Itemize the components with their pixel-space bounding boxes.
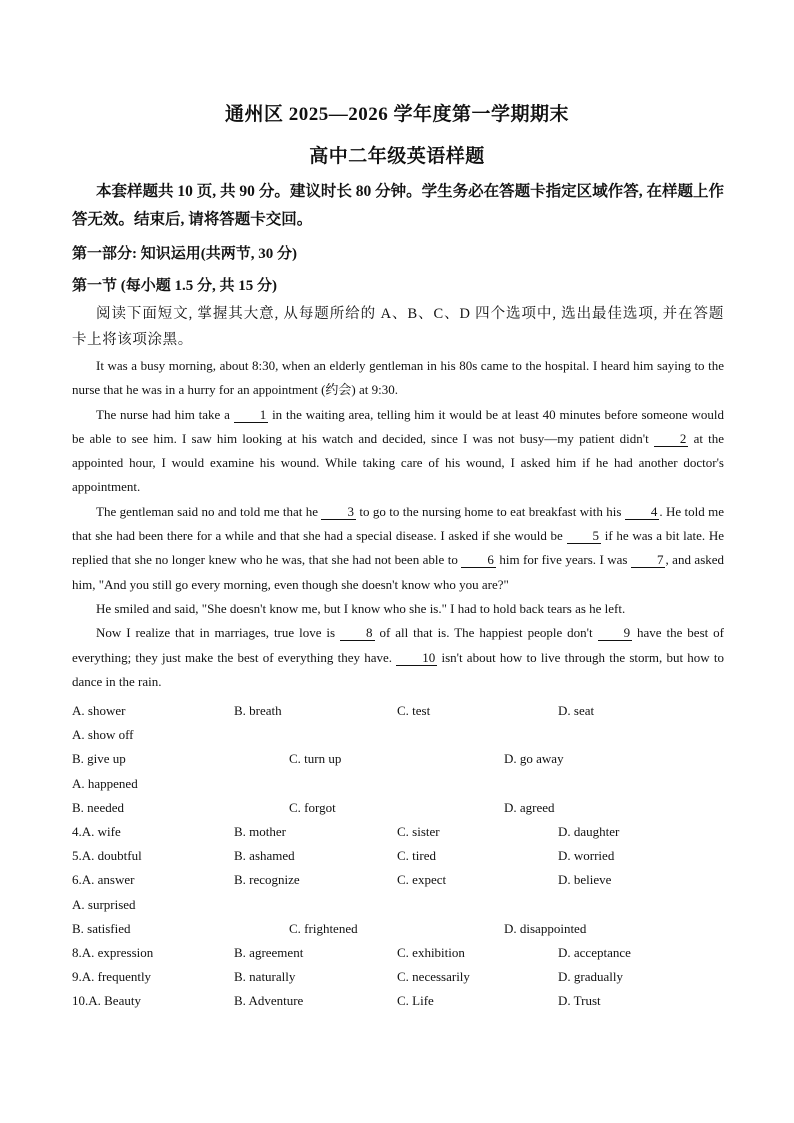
option: C. forgot [289, 799, 336, 815]
option: D. Trust [558, 993, 601, 1009]
option: B. needed [72, 799, 124, 815]
option: D. daughter [558, 823, 620, 839]
option: C. sister [397, 823, 440, 839]
option: C. Life [397, 993, 434, 1009]
blank-7: 7 [631, 553, 666, 568]
directions-text: 阅读下面短文, 掌握其大意, 从每题所给的 A、B、C、D 四个选项中, 选出最佳选项, 并在答题卡上将该项涂黑。 [72, 306, 724, 348]
option: 10.A. Beauty [72, 993, 141, 1009]
option: B. recognize [234, 872, 300, 888]
option: D. seat [558, 703, 595, 718]
blank-5: 5 [567, 529, 602, 544]
option: 4.A. wife [72, 823, 121, 839]
option-row-q6 [72, 868, 724, 892]
blank-4: 4 [625, 505, 660, 520]
passage-paragraph-2: The nurse had him take a 1 in the waiting area, telling him it would be at least 40 minutes before someone would be able to see him. I saw him looking at his watch and decided, since I was not busy—my patient didn't 2 at the appointed hour, I would examine his wound. While taking care of his wound, I asked him if he had another doctor's appointment. [72, 406, 725, 495]
option-row-q2a [72, 723, 724, 747]
option: D. gradually [558, 969, 623, 985]
blank-2: 2 [654, 432, 689, 447]
option: C. exhibition [397, 944, 465, 960]
blank-8: 8 [340, 626, 375, 641]
option-row-q7a [72, 893, 724, 917]
option: 9.A. frequently [72, 969, 152, 985]
option: 8.A. expression [72, 944, 154, 960]
option: C. tired [397, 848, 436, 864]
option: D. go away [504, 751, 564, 767]
part-heading: 第一部分: 知识运用(共两节, 30 分) [72, 246, 297, 262]
option: A. happened [72, 775, 138, 791]
option-row-q10 [72, 989, 724, 1013]
option: D. disappointed [504, 920, 587, 936]
blank-10: 10 [396, 651, 437, 666]
option: D. worried [558, 848, 615, 864]
option-row-q5 [72, 844, 724, 868]
option-row-q4 [72, 820, 724, 844]
option: C. necessarily [397, 969, 470, 985]
option: A. shower [72, 703, 126, 718]
option: B. mother [234, 823, 286, 839]
passage-paragraph-3: The gentleman said no and told me that he 3 to go to the nursing home to eat breakfast with his 4 . He told me that she had been there for a while and that she had a special disease. I asked if she would be 5 if he was a bit late. He replied that she no longer knew who he was, that she had not been able to 6 him for five years. I was 7 , and asked him, "And you still go every morning, even though she doesn't know who you are?" [72, 503, 725, 592]
option: B. agreement [234, 944, 304, 960]
option: C. frightened [289, 920, 358, 936]
option: B. satisfied [72, 920, 131, 936]
option-row-q8 [72, 941, 724, 965]
option-row-q2 [72, 747, 724, 771]
option: B. ashamed [234, 848, 295, 864]
option: A. surprised [72, 896, 136, 912]
answer-options [72, 699, 724, 1013]
option: C. test [397, 703, 431, 718]
option: B. breath [234, 703, 282, 718]
option: B. naturally [234, 969, 296, 985]
exam-instructions: 本套样题共 10 页, 共 90 分。建议时长 80 分钟。学生务必在答题卡指定区域作答, 在样题上作答无效。结束后, 请将答题卡交回。 [72, 183, 724, 228]
option-row-q3a [72, 772, 724, 796]
option: A. show off [72, 727, 134, 743]
cloze-passage [72, 354, 724, 694]
blank-3: 3 [321, 505, 356, 520]
blank-9: 9 [598, 626, 633, 641]
option: C. expect [397, 872, 447, 888]
passage-paragraph-1: It was a busy morning, about 8:30, when an elderly gentleman in his 80s came to the hospital. I heard him saying to the nurse that he was in a hurry for an appointment (约会) at 9:30. [72, 358, 724, 398]
option-row-q3 [72, 796, 724, 820]
passage-paragraph-5: Now I realize that in marriages, true love is 8 of all that is. The happiest people don't 9 have the best of everything; they just make the best of everything they have. 10 isn't about how to live through the storm, but how to dance in the rain. [72, 625, 725, 689]
option: D. acceptance [558, 944, 631, 960]
exam-subtitle: 高中二年级英语样题 [309, 146, 485, 167]
option: D. believe [558, 872, 612, 888]
option-row-q9 [72, 965, 724, 989]
exam-title: 通州区 2025—2026 学年度第一学期期末 [224, 104, 569, 125]
passage-paragraph-4: He smiled and said, "She doesn't know me, but I know who she is." I had to hold back tears as he left. [96, 600, 626, 616]
section-heading: 第一节 (每小题 1.5 分, 共 15 分) [72, 278, 277, 294]
option-row-q7 [72, 917, 724, 941]
option: C. turn up [289, 751, 342, 767]
blank-1: 1 [234, 408, 269, 423]
option-row-q1 [72, 699, 724, 723]
option: B. give up [72, 751, 126, 767]
option: D. agreed [504, 799, 555, 815]
option: 6.A. answer [72, 872, 135, 888]
option: 5.A. doubtful [72, 848, 142, 864]
option: B. Adventure [234, 993, 304, 1009]
blank-6: 6 [461, 553, 496, 568]
